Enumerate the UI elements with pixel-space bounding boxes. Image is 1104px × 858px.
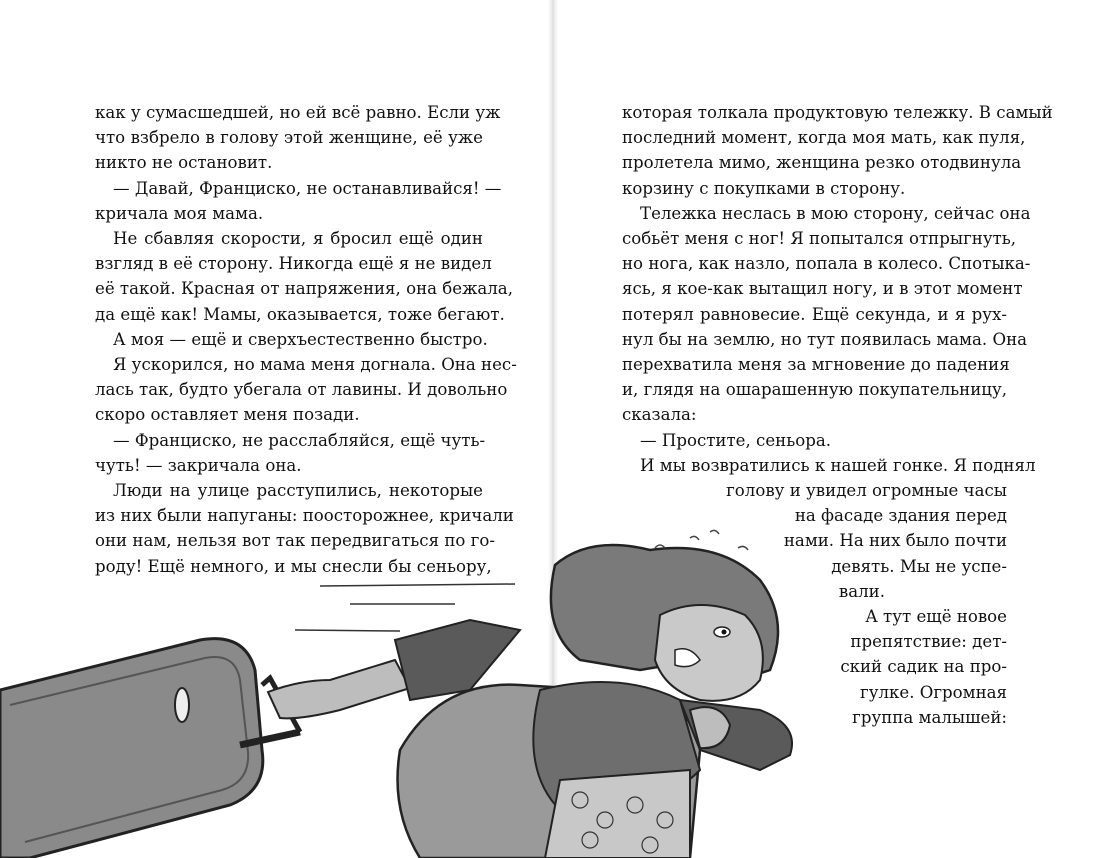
- text-line: гулке. Огромная: [860, 682, 1007, 702]
- text-line: чуть! — закричала она.: [95, 455, 302, 475]
- text-line: скоро оставляет меня позади.: [95, 405, 360, 425]
- text-line: лась так, будто убегала от лавины. И довольно: [95, 380, 508, 400]
- text-line: группа малышей:: [852, 707, 1007, 727]
- text-line: как у сумасшедшей, но ей всё равно. Если уж: [95, 103, 501, 122]
- text-line: которая толкала продуктовую тележку. В самый: [622, 103, 1053, 122]
- text-line: никто не остановит.: [95, 153, 273, 173]
- text-line: последний момент, когда моя мать, как пуля,: [622, 128, 1026, 148]
- text-line: на фасаде здания перед: [794, 506, 1007, 526]
- text-line: и, глядя на ошарашенную покупательницу,: [622, 380, 1007, 400]
- text-line: нул бы на землю, но тут появилась мама. Она: [622, 329, 1028, 349]
- text-line: девять. Мы не успе-: [831, 556, 1007, 576]
- text-line: А моя — ещё и сверхъестественно быстро.: [113, 329, 488, 349]
- text-line: из них были напуганы: поосторожнее, кричали: [95, 506, 514, 526]
- text-line: перехватила меня за мгновение до падения: [622, 355, 1010, 375]
- text-line: сказала:: [622, 405, 697, 425]
- text-line: вали.: [838, 581, 885, 601]
- right-text-column: [622, 100, 1053, 730]
- text-line: её такой. Красная от напряжения, она бежала,: [95, 279, 513, 299]
- text-line: кричала моя мама.: [95, 203, 264, 223]
- text-line: Люди на улице расступились, некоторые: [113, 481, 483, 501]
- text-line: И мы возвратились к нашей гонке. Я поднял: [640, 455, 1036, 475]
- text-line: голову и увидел огромные часы: [726, 481, 1007, 501]
- left-text-column: [95, 100, 517, 579]
- text-line: роду! Ещё немного, и мы снесли бы сеньору,: [95, 556, 492, 576]
- text-line: что взбрело в голову этой женщине, её уже: [95, 128, 483, 148]
- text-line: Тележка неслась в мою сторону, сейчас она: [640, 203, 1031, 223]
- text-line: — Франциско, не расслабляйся, ещё чуть-: [113, 430, 486, 450]
- text-line: пролетела мимо, женщина резко отодвинула: [622, 153, 1022, 173]
- text-line: взгляд в её сторону. Никогда ещё я не видел: [95, 254, 492, 274]
- suitcase: [0, 639, 300, 858]
- text-line: они нам, нельзя вот так передвигаться по го-: [95, 531, 495, 551]
- text-line: но нога, как назло, попала в колесо. Спотыка-: [622, 254, 1031, 274]
- text-line: — Давай, Франциско, не останавливайся! —: [113, 178, 502, 198]
- text-line: собьёт меня с ног! Я попытался отпрыгнуть,: [622, 229, 1017, 249]
- text-line: А тут ещё новое: [865, 607, 1007, 627]
- text-line: потерял равновесие. Ещё секунда, и я рух-: [622, 304, 1007, 324]
- text-line: Не сбавляя скорости, я бросил ещё один: [113, 229, 483, 249]
- text-line: — Простите, сеньора.: [640, 430, 832, 450]
- text-line: да ещё как! Мамы, оказывается, тоже бегают.: [95, 304, 505, 324]
- text-line: нами. На них было почти: [783, 531, 1007, 551]
- text-line: корзину с покупками в сторону.: [622, 178, 906, 198]
- text-line: ясь, я кое-как вытащил ногу, и в этот момент: [622, 279, 1023, 299]
- text-line: препятствие: дет-: [850, 632, 1007, 652]
- text-line: ский садик на про-: [840, 657, 1007, 677]
- text-line: Я ускорился, но мама меня догнала. Она нес-: [113, 355, 517, 375]
